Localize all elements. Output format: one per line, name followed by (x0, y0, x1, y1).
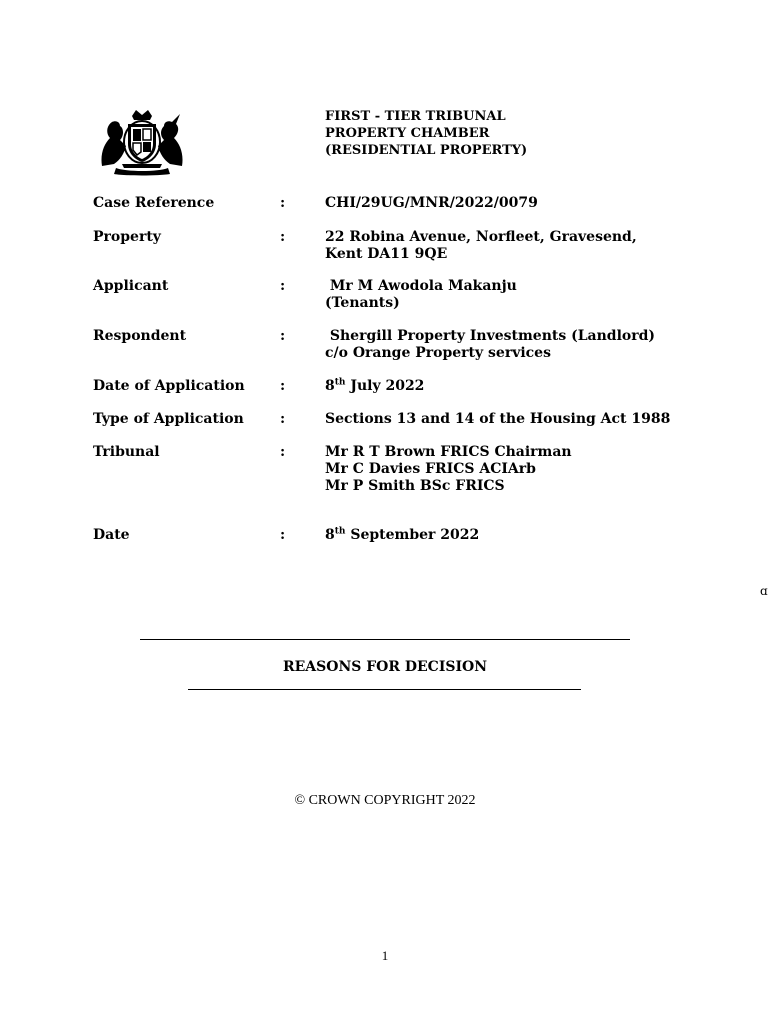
separator: : (280, 229, 286, 245)
day: 8 (325, 378, 335, 394)
separator: : (280, 378, 286, 394)
separator: : (280, 328, 286, 344)
month-year: September 2022 (345, 527, 480, 543)
date-value (325, 527, 479, 544)
applicant-line-1: Mr M Awodola Makanju (325, 278, 517, 294)
applicant-label: Applicant (93, 278, 169, 294)
property-label: Property (93, 229, 161, 245)
copyright-notice: © CROWN COPYRIGHT 2022 (294, 793, 476, 808)
respondent-line-1: Shergill Property Investments (Landlord) (325, 328, 656, 344)
separator: : (280, 527, 286, 543)
tribunal-member-1: Mr R T Brown FRICS Chairman (325, 444, 572, 460)
separator: : (280, 195, 286, 211)
header-line-1: FIRST - TIER TRIBUNAL (325, 109, 506, 124)
tribunal-header (325, 108, 527, 159)
ordinal-suffix: th (334, 377, 346, 388)
tribunal-label: Tribunal (93, 444, 160, 460)
day: 8 (325, 527, 335, 543)
respondent-value (325, 328, 655, 362)
reasons-title: REASONS FOR DECISION (282, 659, 488, 675)
divider-bottom (188, 689, 581, 690)
applicant-value (325, 278, 517, 312)
stray-mark: ɑ (760, 584, 768, 598)
property-line-2: Kent DA11 9QE (325, 246, 448, 262)
header-line-2: PROPERTY CHAMBER (325, 126, 490, 141)
page-number: 1 (381, 948, 389, 963)
property-line-1: 22 Robina Avenue, Norfleet, Gravesend, (325, 229, 637, 245)
type-of-application-value: Sections 13 and 14 of the Housing Act 1988 (325, 411, 671, 427)
respondent-line-2: c/o Orange Property services (325, 345, 551, 361)
case-reference-label: Case Reference (93, 195, 215, 211)
tribunal-members (325, 444, 572, 495)
property-value (325, 229, 637, 263)
separator: : (280, 411, 286, 427)
separator: : (280, 444, 286, 460)
applicant-line-2: (Tenants) (325, 295, 400, 311)
royal-coat-of-arms-icon (96, 106, 188, 176)
ordinal-suffix: th (334, 526, 346, 537)
type-of-application-label: Type of Application (93, 411, 244, 427)
respondent-label: Respondent (93, 328, 187, 344)
tribunal-member-3: Mr P Smith BSc FRICS (325, 478, 505, 494)
date-of-application-value (325, 378, 424, 395)
case-reference-value: CHI/29UG/MNR/2022/0079 (325, 195, 538, 211)
tribunal-member-2: Mr C Davies FRICS ACIArb (325, 461, 536, 477)
header-line-3: (RESIDENTIAL PROPERTY) (325, 143, 528, 158)
month-year: July 2022 (345, 378, 425, 394)
date-label: Date (93, 527, 130, 543)
separator: : (280, 278, 286, 294)
date-of-application-label: Date of Application (93, 378, 245, 394)
divider-top (140, 639, 630, 640)
